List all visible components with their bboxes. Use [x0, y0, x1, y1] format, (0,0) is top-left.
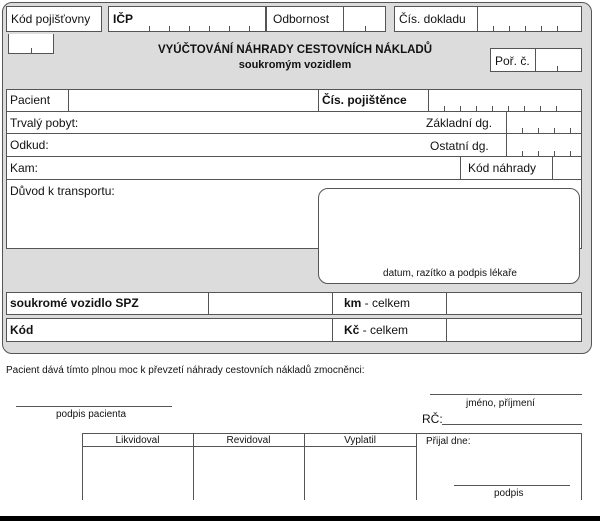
ostatni-dg-input[interactable] [506, 134, 582, 156]
por-c-field[interactable] [490, 48, 582, 72]
kod-input[interactable] [40, 319, 332, 341]
patient-signature-line[interactable] [16, 406, 172, 407]
revidoval-label: Revidoval [226, 435, 271, 446]
odbornost-field[interactable] [266, 6, 386, 32]
podpis-pacienta-label: podpis pacienta [56, 409, 127, 420]
kc-celkem-input[interactable] [446, 319, 582, 341]
kod-nahrady-label: Kód náhrady [468, 161, 537, 175]
name-line[interactable] [430, 394, 582, 395]
rc-line[interactable] [442, 424, 582, 425]
por-c-label: Poř. č. [495, 54, 530, 68]
jmeno-prijmeni-label: jméno, příjmení [466, 398, 535, 409]
duvod-input[interactable] [10, 200, 310, 246]
kod-pojistovny-field[interactable] [6, 6, 102, 32]
form-subtitle: soukromým vozidlem [238, 59, 352, 71]
odkud-label: Odkud: [10, 138, 49, 152]
trvaly-pobyt-input[interactable] [90, 112, 420, 133]
trvaly-pobyt-label: Trvalý pobyt: [10, 116, 79, 130]
pacient-input[interactable] [68, 90, 318, 111]
kam-label: Kam: [10, 161, 39, 175]
podpis-label: podpis [494, 488, 524, 499]
rc-label: RČ: [422, 412, 443, 426]
km-celkem-label: km - celkem [344, 296, 411, 310]
kod-pojistovny-label: Kód pojišťovny [11, 12, 91, 26]
form-title: VYÚČTOVÁNÍ NÁHRADY CESTOVNÍCH NÁKLADŮ [157, 44, 433, 56]
plna-moc-text: Pacient dává tímto plnou moc k převzetí náhrady cestovních nákladů zmocněnci: [6, 365, 365, 376]
podpis-line[interactable] [454, 485, 570, 486]
bottom-edge [0, 516, 600, 521]
odkud-input[interactable] [60, 134, 420, 156]
cis-pojistence-label: Čís. pojištěnce [322, 93, 407, 107]
revidoval-cell[interactable] [194, 447, 304, 499]
stamp-caption: datum, razítko a podpis lékaře [383, 268, 517, 279]
zakladni-dg-label: Základní dg. [426, 116, 493, 130]
kod-label: Kód [10, 323, 34, 337]
kod-nahrady-input[interactable] [552, 157, 582, 179]
odbornost-label: Odbornost [273, 12, 330, 26]
spz-label: soukromé vozidlo SPZ [10, 296, 139, 310]
cis-pojistence-input[interactable] [428, 90, 582, 111]
vyplatil-cell[interactable] [305, 447, 416, 499]
likvidoval-cell[interactable] [83, 447, 193, 499]
doctor-stamp-box[interactable] [318, 188, 580, 284]
icp-label: IČP [113, 12, 134, 26]
duvod-label: Důvod k transportu: [10, 184, 115, 198]
km-celkem-input[interactable] [446, 293, 582, 314]
pacient-label: Pacient [10, 93, 51, 107]
kod-pojistovny-value[interactable] [8, 34, 54, 54]
prijal-dne-label: Přijal dne: [426, 436, 471, 447]
vyplatil-label: Vyplatil [344, 435, 376, 446]
cis-dokladu-label: Čís. dokladu [399, 12, 466, 26]
cis-dokladu-field[interactable] [394, 6, 582, 32]
zakladni-dg-input[interactable] [506, 112, 582, 133]
kc-celkem-label: Kč - celkem [344, 323, 409, 337]
ostatni-dg-label: Ostatní dg. [430, 139, 489, 153]
likvidoval-label: Likvidoval [115, 435, 160, 446]
icp-field[interactable] [108, 6, 266, 32]
kam-input[interactable] [50, 157, 460, 179]
spz-input[interactable] [208, 293, 332, 314]
